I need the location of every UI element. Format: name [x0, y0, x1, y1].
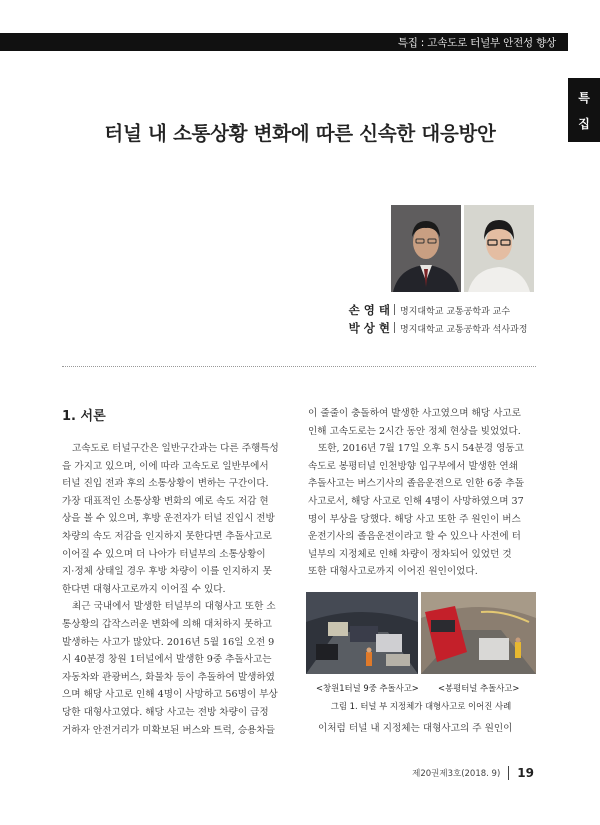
body-line: 명이 부상을 당했다. 해당 사고 또한 주 원인이 버스 [308, 513, 521, 525]
author-affiliation: 명지대학교 교통공학과 석사과정 [400, 325, 528, 335]
body-column-right [308, 405, 532, 581]
author-name: 박 상 현 [348, 321, 390, 335]
accident-photo-bongpyeong [421, 592, 536, 674]
figure-subcaption: <봉평터널 추돌사고> [438, 683, 520, 693]
figure-caption: 그림 1. 터널 부 지정체가 대형사고로 이어진 사례 [330, 701, 512, 711]
divider [62, 366, 536, 367]
body-line: 이어질 수 있으며 더 나아가 터널부의 소통상황이 [62, 548, 266, 560]
side-tab-char: 특 [578, 90, 590, 105]
body-line: 시 40분경 창원 1터널에서 발생한 9중 추돌사고는 [62, 654, 272, 666]
figure-subcaption: <창원1터널 9중 추돌사고> [316, 683, 419, 693]
body-line: 또한, 2016년 7월 17일 오후 5시 54분경 영동고 [318, 443, 524, 455]
body-line: 당한 대형사고였다. 해당 사고는 전방 차량이 급정 [62, 706, 269, 718]
author-line [340, 320, 560, 336]
body-column-left [62, 440, 286, 739]
article-title: 터널 내 소통상황 변화에 따른 신속한 대응방안 [104, 122, 496, 145]
accident-photo-changwon [306, 592, 418, 674]
body-line: 통상황의 갑작스러운 변화에 의해 대처하지 못하고 [62, 618, 272, 630]
author-photo [464, 205, 534, 292]
body-line: 자동차와 관광버스, 화물차 등이 추돌하여 발생하였 [62, 671, 275, 683]
issue-info: 제20권제3호(2018. 9) [412, 769, 501, 779]
body-line: 터널 진입 전과 후의 소통상황이 변하는 구간이다. [62, 478, 269, 490]
body-line: 차량의 속도 저감을 인지하지 못한다면 추돌사고로 [62, 530, 272, 542]
author-affiliation: 명지대학교 교통공학과 교수 [400, 307, 511, 317]
body-line: 이처럼 터널 내 지정체는 대형사고의 주 원인이 [318, 723, 513, 734]
body-line: 지·정체 상태일 경우 후방 차량이 이를 인지하지 못 [62, 566, 272, 578]
body-line: 추돌사고는 버스기사의 졸음운전으로 인한 6중 추돌 [308, 478, 524, 490]
body-column-right-continued [308, 720, 532, 738]
body-line: 한다면 대형사고로까지 이어질 수 있다. [62, 583, 226, 595]
body-line: 고속도로 터널구간은 일반구간과는 다른 주행특성 [72, 443, 279, 454]
body-line: 사고로서, 해당 사고로 인해 4명이 사망하였으며 37 [308, 495, 524, 507]
page-number: 19 [517, 766, 534, 780]
body-line: 을 가지고 있으며, 이에 따라 고속도로 일반부에서 [62, 460, 269, 472]
body-line: 상을 볼 수 있으며, 후방 운전자가 터널 진입시 전방 [62, 513, 275, 525]
body-line: 인해 고속도로는 2시간 동안 정체 현상을 빚었었다. [308, 425, 521, 437]
body-line: 최근 국내에서 발생한 터널부의 대형사고 또한 소 [72, 601, 276, 613]
body-line: 가장 대표적인 소통상황 변화의 예로 속도 저감 현 [62, 495, 269, 507]
author-line [340, 302, 560, 318]
header-band [0, 33, 568, 51]
side-tab-char: 집 [578, 116, 590, 131]
body-line: 으며 해당 사고로 인해 4명이 사망하고 56명이 부상 [62, 689, 278, 701]
section-heading: 1. 서론 [62, 409, 106, 424]
author-photo [391, 205, 461, 292]
author-name: 손 영 태 [348, 303, 390, 317]
body-line: 널부의 지정체로 인해 차량이 정차되어 있었던 것 [308, 548, 512, 560]
body-line: 또한 대형사고로까지 이어진 원인이었다. [308, 566, 478, 578]
body-line: 이 줄줄이 충돌하여 발생한 사고였으며 해당 사고로 [308, 408, 521, 419]
section-label: 특집 : 고속도로 터널부 안전성 향상 [397, 37, 556, 49]
body-line: 거하자 안전거리가 미확보된 버스와 트럭, 승용차들 [62, 724, 275, 736]
page-footer [412, 766, 534, 780]
body-line: 속도로 봉평터널 인천방향 입구부에서 발생한 연쇄 [308, 460, 518, 472]
body-line: 운전기사의 졸음운전이라고 할 수 있으나 사전에 터 [308, 531, 521, 543]
body-line: 발생하는 사고가 많았다. 2016년 5월 16일 오전 9 [62, 636, 275, 648]
